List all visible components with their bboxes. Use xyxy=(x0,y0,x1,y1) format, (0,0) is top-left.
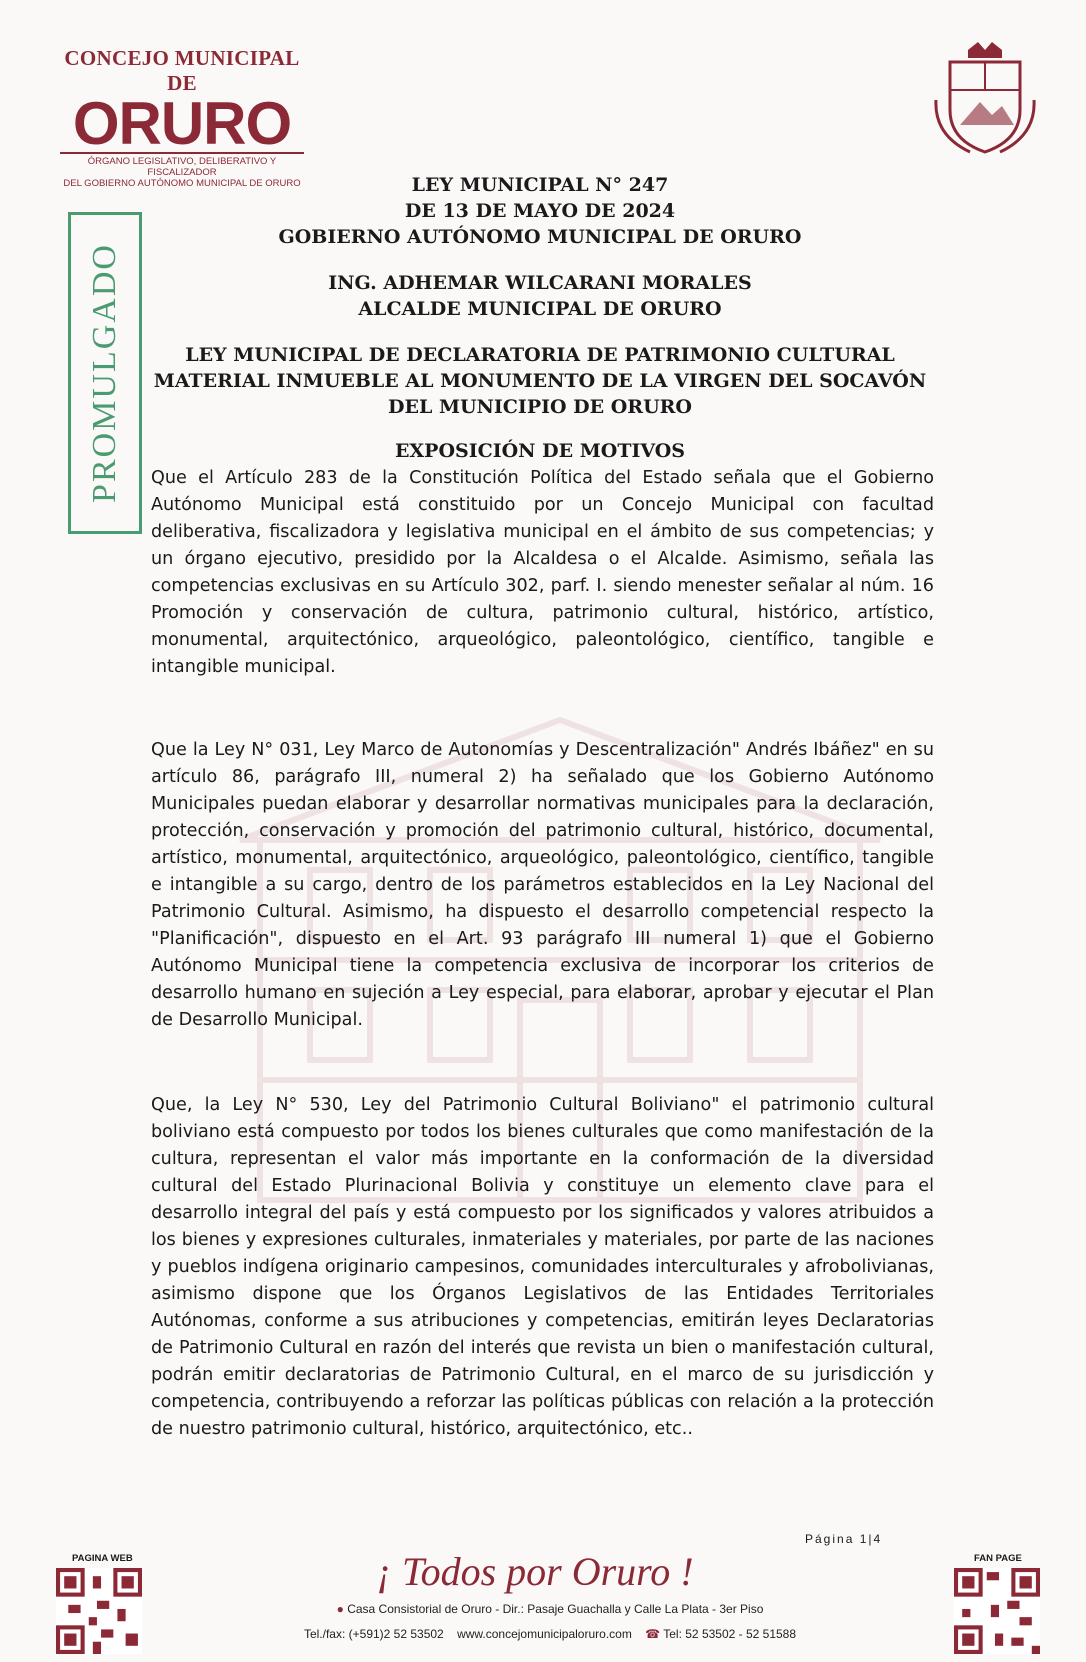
mayor-block xyxy=(150,270,930,322)
council-logo xyxy=(52,46,312,189)
law-number: LEY MUNICIPAL N° 247 xyxy=(411,174,669,196)
website-link[interactable]: www.concejomunicipaloruro.com xyxy=(457,1627,632,1641)
qr-code-icon[interactable] xyxy=(56,1568,142,1654)
phone: Tel: 52 53502 - 52 51588 xyxy=(663,1627,797,1641)
government-name: GOBIERNO AUTÓNOMO MUNICIPAL DE ORURO xyxy=(278,226,802,248)
qr-code-icon[interactable] xyxy=(954,1568,1040,1654)
telfax: Tel./fax: (+591)2 52 53502 xyxy=(303,1627,444,1641)
paragraph: Que el Artículo 283 de la Constitución Política del Estado señala que el Gobierno Autónomo Municipal está constituido por un Concejo Municipal con facultad deliberativa, fiscalizadora y legislativa municipal en el ámbito de sus competencias; y un órgano ejecutivo, presidido por la Alcaldesa o el Alcalde. Asimismo, señala las competencias exclusivas en su Artículo 302, parf. I. siendo menester señalar al núm. 16 Promoción y conservación de cultura, patrimonio cultural, histórico, artístico, monumental, arquitectónico, arqueológico, paleontológico, científico, tangible e intangible municipal. xyxy=(151,468,934,677)
law-date: DE 13 DE MAYO DE 2024 xyxy=(404,200,676,222)
page-number: Página 1|4 xyxy=(805,1532,883,1546)
paragraph: Que la Ley N° 031, Ley Marco de Autonomías y Descentralización" Andrés Ibáñez" en su artículo 86, parágrafo III, numeral 2) ha señalado que los Gobierno Autónomo Municipales puedan elaborar y desarrollar normativas municipales para la declaración, protección, conservación y promoción del patrimonio cultural, histórico, documental, artístico, monumental, arquitectónico, arqueológico, paleontológico, científico, tangible e intangible a su cargo, dentro de los parámetros establecidos en la Ley Nacional del Patrimonio Cultural. Asimismo, ha dispuesto el desarrollo competencial respecto la "Planificación", dispuesto en el Art. 93 parágrafo III numeral 1) que el Gobierno Autónomo Municipal tiene la competencia exclusiva de incorporar los criterios de desarrollo humano en sujeción a Ley especial, para elaborar, aprobar y ejecutar el Plan de Desarrollo Municipal. xyxy=(151,740,934,1030)
coat-of-arms-icon xyxy=(930,40,1040,160)
mayor-name: ING. ADHEMAR WILCARANI MORALES xyxy=(328,272,752,294)
qr-label-fanpage: FAN PAGE xyxy=(974,1553,1022,1564)
mayor-title: ALCALDE MUNICIPAL DE ORURO xyxy=(358,298,722,320)
contact-line xyxy=(270,1627,830,1641)
promulgado-stamp: PROMULGADO xyxy=(68,212,142,534)
slogan: ¡ Todos por Oruro ! xyxy=(376,1549,694,1594)
section-heading: EXPOSICIÓN DE MOTIVOS xyxy=(394,440,686,462)
council-subtitle: ÓRGANO LEGISLATIVO, DELIBERATIVO Y FISCALIZADOR DEL GOBIERNO AUTÓNOMO MUNICIPAL DE ORURO xyxy=(60,152,304,189)
phone-icon: ☎ xyxy=(645,1627,661,1641)
council-city: ORURO xyxy=(72,90,292,157)
council-name: CONCEJO MUNICIPAL DE xyxy=(64,46,300,95)
address: ● Casa Consistorial de Oruro - Dir.: Pasaje Guachalla y Calle La Plata - 3er Piso xyxy=(336,1602,764,1616)
paragraph: Que, la Ley N° 530, Ley del Patrimonio Cultural Boliviano" el patrimonio cultural boliviano está compuesto por todos los bienes culturales que como manifestación de la cultura, representan el valor más importante en la conformación de la diversidad cultural del Estado Plurinacional Bolivia y constituye un elemento clave para el desarrollo integral del país y está compuesto por los significados y valores atribuidos a los bienes y expresiones culturales, inmateriales y materiales, por parte de las naciones y pueblos indígena originario campesinos, comunidades interculturales y afrobolivianas, asimismo dispone que los Órganos Legislativos de las Entidades Territoriales Autónomas, conforme a sus atribuciones y competencias, emitirán leyes Declaratorias de Patrimonio Cultural en razón del interés que revista un bien o manifestación cultural, podrán emitir declaratorias de Patrimonio Cultural, en el marco de su jurisdicción y competencia, contribuyendo a reforzar las políticas públicas con relación a la protección de nuestro patrimonio cultural, histórico, arquitectónico, etc.. xyxy=(151,1095,934,1439)
qr-label-web: PAGINA WEB xyxy=(72,1553,133,1564)
law-header xyxy=(150,172,930,250)
law-title: LEY MUNICIPAL DE DECLARATORIA DE PATRIMONIO CULTURAL MATERIAL INMUEBLE AL MONUMENTO DE LA VIRGEN DEL SOCAVÓN DEL MUNICIPIO DE ORURO xyxy=(153,344,927,418)
location-pin-icon: ● xyxy=(336,1602,344,1616)
